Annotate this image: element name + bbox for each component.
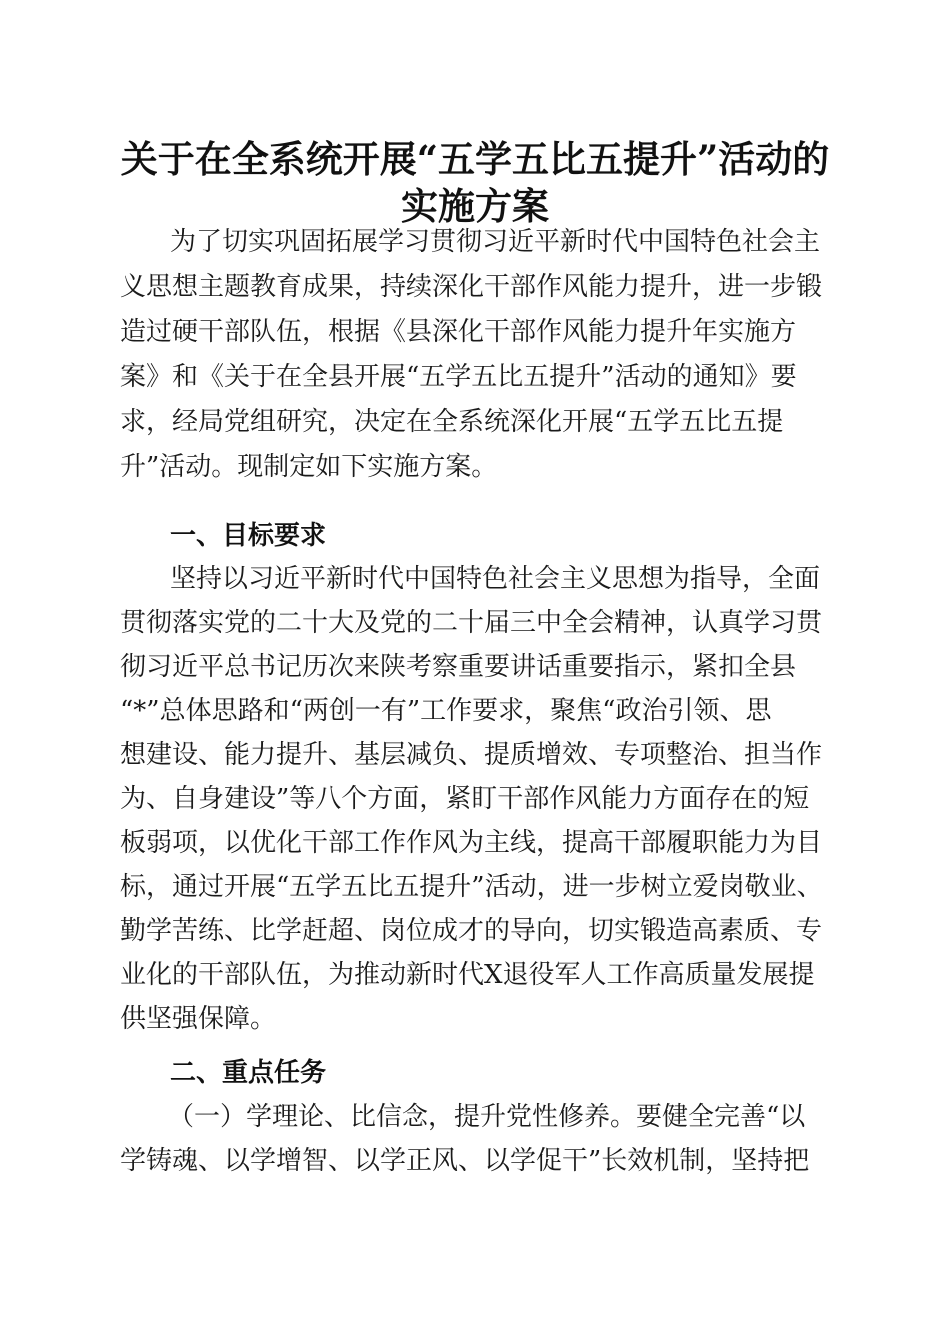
section1-line: “*”总体思路和“两创一有”工作要求，聚焦“政治引领、思: [120, 696, 772, 726]
section1-line: 坚持以习近平新时代中国特色社会主义思想为指导，全面: [170, 564, 821, 594]
section1-line: 想建设、能力提升、基层减负、提质增效、专项整治、担当作: [120, 740, 823, 770]
section1-line: 供坚强保障。: [120, 1004, 277, 1034]
section1-line: 板弱项，以优化干部工作作风为主线，提高干部履职能力为目: [120, 828, 823, 858]
intro-line: 案》和《关于在全县开展“五学五比五提升”活动的通知》要: [120, 362, 797, 392]
section1-line: 勤学苦练、比学赶超、岗位成才的导向，切实锻造高素质、专: [120, 916, 823, 946]
section1-line: 为、自身建设”等八个方面，紧盯干部作风能力方面存在的短: [120, 784, 810, 814]
intro-line: 义思想主题教育成果，持续深化干部作风能力提升，进一步锻: [120, 272, 823, 302]
section1-line: 贯彻落实党的二十大及党的二十届三中全会精神，认真学习贯: [120, 608, 823, 638]
intro-line: 为了切实巩固拓展学习贯彻习近平新时代中国特色社会主: [170, 227, 821, 257]
section-heading-goals: 一、目标要求: [170, 521, 327, 551]
intro-line: 造过硬干部队伍，根据《县深化干部作风能力提升年实施方: [120, 317, 797, 347]
section1-line: 标，通过开展“五学五比五提升”活动，进一步树立爱岗敬业、: [120, 872, 823, 902]
section2-line: 学铸魂、以学增智、以学正风、以学促干”长效机制，坚持把: [120, 1146, 810, 1176]
intro-line: 升”活动。现制定如下实施方案。: [120, 452, 498, 482]
section-heading-tasks: 二、重点任务: [170, 1058, 327, 1088]
document-title-line-1: 关于在全系统开展“五学五比五提升”活动的: [120, 137, 830, 181]
section1-line: 彻习近平总书记历次来陕考察重要讲话重要指示，紧扣全县: [120, 652, 797, 682]
document-title-line-2: 实施方案: [401, 184, 549, 228]
section2-line: （一）学理论、比信念，提升党性修养。要健全完善“以: [168, 1102, 806, 1132]
section1-line: 业化的干部队伍，为推动新时代X退役军人工作高质量发展提: [120, 960, 815, 990]
intro-line: 求，经局党组研究，决定在全系统深化开展“五学五比五提: [120, 407, 784, 437]
